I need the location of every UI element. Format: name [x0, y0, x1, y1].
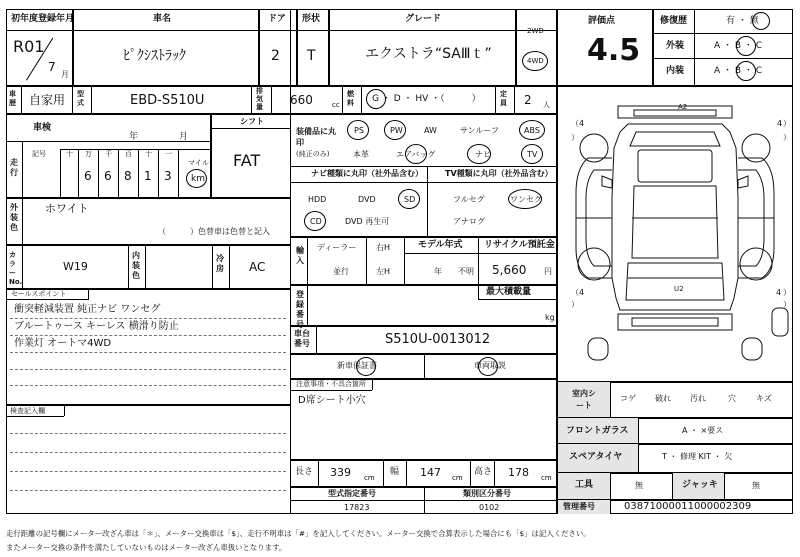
place-2: 千	[105, 150, 112, 158]
glass-value: A ・ ×要ス	[682, 426, 724, 435]
inspector-label: 検査記入欄	[10, 407, 45, 415]
first-reg-month: 7	[48, 60, 56, 74]
mileage-unit: km	[191, 174, 205, 184]
footer-line-2: またメーター交換の条件を満たしていないものはメーター改ざん車扱いとなります。	[6, 543, 287, 552]
exterior-label: 外装	[666, 41, 685, 51]
tv-types-label: TV種類に丸印（社外品含む）	[445, 169, 553, 178]
sales-point-1: 衝突軽減装置 純正ナビ ワンセグ	[14, 304, 161, 315]
digit-0: 6	[84, 169, 92, 183]
equip-navi: ナビ	[475, 150, 491, 159]
mark-bottom-right-n: 4	[776, 288, 782, 297]
place-0: 十	[66, 150, 73, 158]
jack-value: 無	[752, 481, 760, 490]
mark-top-right-close: ）	[783, 133, 791, 142]
equipment-label: 装備品に丸印	[296, 127, 336, 147]
warranty-new: 新車保証書	[337, 361, 377, 370]
mark-bottom-left: （4	[571, 288, 585, 297]
repair-none-circle	[752, 12, 770, 30]
model-year-value: 不明	[458, 267, 474, 276]
equip-abs: ABS	[524, 126, 540, 135]
model-value: EBD-S510U	[130, 93, 205, 108]
equip-sunroof: サンルーフ	[460, 126, 499, 135]
interior-b-circle	[736, 61, 756, 81]
digit-2: 8	[124, 169, 132, 183]
navi-types-label: ナビ種類に丸印（社外品含む）	[311, 169, 423, 178]
navi-cd: CD	[310, 217, 322, 226]
navi-cd-circle	[304, 211, 326, 231]
interior-label: 内装色	[132, 251, 140, 280]
interior-grade-label: 内装	[666, 66, 685, 76]
import-dealer: ディーラー	[317, 243, 357, 252]
category-value: 0102	[479, 503, 500, 512]
import-label: 輸入	[296, 246, 304, 265]
tools-value: 無	[635, 481, 643, 490]
car-name-label: 車名	[153, 14, 172, 24]
repair-label: 修復歴	[660, 16, 688, 26]
model-year-label: モデル年式	[418, 240, 463, 250]
equip-aw: AW	[424, 126, 437, 135]
color-value: ホワイト	[45, 202, 89, 215]
mark-top-right-n: 4	[777, 119, 783, 128]
width-value: 147	[420, 466, 441, 479]
sales-point-3: 作業灯 オートマ4WD	[14, 338, 112, 349]
spare-value: T ・ 修理 KIT ・ 欠	[662, 452, 733, 461]
tv-fullseg: フルセグ	[453, 195, 485, 204]
max-load-label: 最大積載量	[486, 287, 532, 297]
chassis-value: S510U-0013012	[385, 332, 491, 347]
ac-label: 冷房	[216, 254, 224, 273]
equip-ps: PS	[354, 126, 364, 135]
footer-line-1: 走行距離の記号欄にメーター改ざん車は「＊」、メーター交換車は「$」、走行不明車は「#」を記入してください。メーター交換で合算表示した場合にも「$」は記入ください。	[6, 529, 591, 538]
navi-sd-circle	[398, 189, 420, 209]
mileage-unit-label: マイル	[188, 159, 209, 167]
mark-top-right: ）	[783, 119, 791, 128]
warranty-new-circle	[356, 357, 376, 376]
import-parallel: 並行	[333, 267, 349, 276]
score-label: 評価点	[588, 16, 616, 26]
equip-ps-circle	[347, 120, 369, 140]
diagram-u2: U2	[674, 285, 684, 293]
color-label: 外装色	[10, 203, 18, 232]
displacement-unit: cc	[332, 101, 340, 109]
repair-value: 有 ・ 無	[726, 16, 759, 26]
exterior-value: A ・ B ・ C	[714, 41, 763, 51]
doors-value: 2	[271, 48, 280, 64]
equip-pw: PW	[390, 126, 403, 135]
usage-value: 自家用	[29, 93, 66, 107]
equip-airbag: エアバッグ	[396, 150, 436, 159]
mileage-kigo: 記号	[32, 150, 46, 158]
shift-value: FAT	[233, 151, 261, 170]
seat-label: 室内シート	[572, 389, 596, 410]
car-diagram	[558, 88, 792, 378]
model-label: 型式	[77, 90, 84, 107]
car-name-value: ﾋﾟｸｼｽﾄﾗｯｸ	[123, 48, 186, 64]
navi-dvd: DVD	[358, 195, 376, 204]
fuel-options: G ・ D ・ HV ・（ ）	[372, 94, 481, 104]
doors-label: ドア	[268, 14, 286, 24]
length-label: 長さ	[295, 467, 314, 477]
inspection-year: 年	[129, 132, 139, 142]
diagram-a2: A2	[678, 103, 688, 111]
shape-label: 形状	[302, 14, 321, 24]
model-year-year: 年	[434, 267, 442, 276]
warranty-manual-circle	[478, 357, 498, 376]
interior-grade-value: A ・ B ・ C	[714, 66, 763, 76]
drive-4wd: 4WD	[527, 57, 544, 65]
fuel-label: 燃料	[347, 90, 354, 107]
mark-bottom-right: ）	[783, 288, 791, 297]
displacement-label: 排気量	[256, 87, 263, 111]
tv-analog: アナログ	[453, 217, 485, 226]
digit-3: 1	[144, 169, 152, 183]
shift-label: シフト	[240, 117, 264, 126]
mark-top-left-close: ）	[571, 133, 579, 142]
mark-bottom-right-close: ）	[783, 300, 791, 309]
digit-4: 3	[164, 169, 172, 183]
place-1: 万	[85, 150, 92, 158]
length-unit: cm	[364, 474, 375, 482]
mark-top-left: （4	[571, 119, 585, 128]
navi-dvd-play: DVD 再生可	[345, 217, 390, 226]
notes-label: 注意事項・不具合箇所	[296, 380, 366, 388]
exterior-b-circle	[736, 36, 756, 56]
tools-label: 工具	[575, 480, 594, 490]
recycle-unit: 円	[544, 267, 552, 276]
mgmt-value: 03871000011000002309	[624, 501, 752, 512]
category-label: 類別区分番号	[463, 489, 511, 498]
height-label: 高さ	[474, 467, 493, 477]
displacement-value: 660	[290, 93, 313, 107]
seat-opt-4: キズ	[756, 394, 772, 403]
place-3: 百	[125, 150, 132, 158]
chassis-label: 車台番号	[294, 329, 310, 348]
model-designation-value: 17823	[344, 503, 370, 512]
first-reg-era: R01	[13, 37, 45, 56]
place-5: 一	[165, 150, 172, 158]
navi-hdd: HDD	[308, 195, 327, 204]
height-value: 178	[508, 466, 529, 479]
equip-tv: TV	[527, 150, 538, 159]
seat-opt-3: 穴	[728, 394, 736, 403]
mileage-km-circle	[186, 169, 207, 188]
inspection-month: 月	[179, 132, 189, 142]
equip-airbag-circle	[405, 144, 427, 164]
capacity-unit: 人	[543, 101, 550, 109]
color-no-label: カラーNo.	[9, 251, 23, 286]
registered-no-label: 登録番	[296, 290, 304, 319]
place-4: 十	[145, 150, 152, 158]
mark-bottom-left-close: ）	[571, 300, 579, 309]
first-reg-label: 初年度登録年月	[11, 14, 75, 24]
seat-opt-0: コゲ	[620, 394, 636, 403]
color-no-value: W19	[63, 260, 88, 273]
notes-value: D席シート小穴	[298, 395, 366, 406]
seat-opt-1: 破れ	[655, 394, 671, 403]
drive-4wd-circle	[522, 51, 548, 71]
capacity-value: 2	[524, 93, 532, 107]
capacity-label: 定員	[500, 90, 507, 107]
width-unit: cm	[452, 474, 463, 482]
fuel-g-circle	[366, 89, 386, 109]
equip-navi-circle	[467, 144, 491, 164]
equip-abs-circle	[519, 120, 545, 140]
navi-sd: SD	[404, 195, 416, 204]
color-note: （ ）色替車は色替と記入	[158, 227, 270, 236]
score-value: 4.5	[587, 33, 641, 68]
grade-label: グレード	[405, 14, 442, 24]
sales-points-label: セールスポイント	[11, 290, 67, 298]
mileage-label: 走行	[10, 158, 18, 177]
spare-label: スペアタイヤ	[569, 452, 623, 462]
first-reg-month-unit: 月	[61, 70, 69, 79]
jack-label: ジャッキ	[682, 480, 718, 490]
usage-label: 車歴	[9, 90, 16, 107]
max-load-unit: kg	[545, 313, 555, 322]
recycle-value: 5,660	[492, 263, 527, 277]
shape-value: T	[307, 48, 316, 64]
import-left: 左H	[376, 267, 391, 276]
equip-pw-circle	[384, 120, 406, 140]
drive-2wd: 2WD	[527, 27, 544, 35]
tv-oneseg-circle	[508, 189, 542, 209]
warranty-manual: 車両取説	[474, 361, 506, 370]
equipment-sub: (純正のみ)	[296, 150, 330, 158]
inspection-label: 車検	[33, 123, 52, 133]
length-value: 339	[330, 466, 351, 479]
recycle-label: リサイクル預託金	[484, 240, 555, 250]
equip-leather: 本革	[353, 150, 369, 159]
import-right: 右H	[376, 243, 391, 252]
width-label: 幅	[390, 467, 400, 477]
tv-oneseg: ワンセグ	[510, 195, 542, 204]
seat-opt-2: 汚れ	[690, 394, 706, 403]
glass-label: フロントガラス	[566, 426, 629, 436]
model-designation-label: 型式指定番号	[328, 489, 376, 498]
height-unit: cm	[541, 474, 552, 482]
ac-value: AC	[249, 260, 266, 274]
grade-value: エクストラ“SAⅢｔ”	[365, 46, 492, 62]
sales-point-2: ブルートゥース キーレス 横滑り防止	[14, 321, 179, 332]
digit-1: 6	[104, 169, 112, 183]
mgmt-label: 管理番号	[563, 502, 595, 511]
equip-tv-circle	[521, 144, 543, 164]
